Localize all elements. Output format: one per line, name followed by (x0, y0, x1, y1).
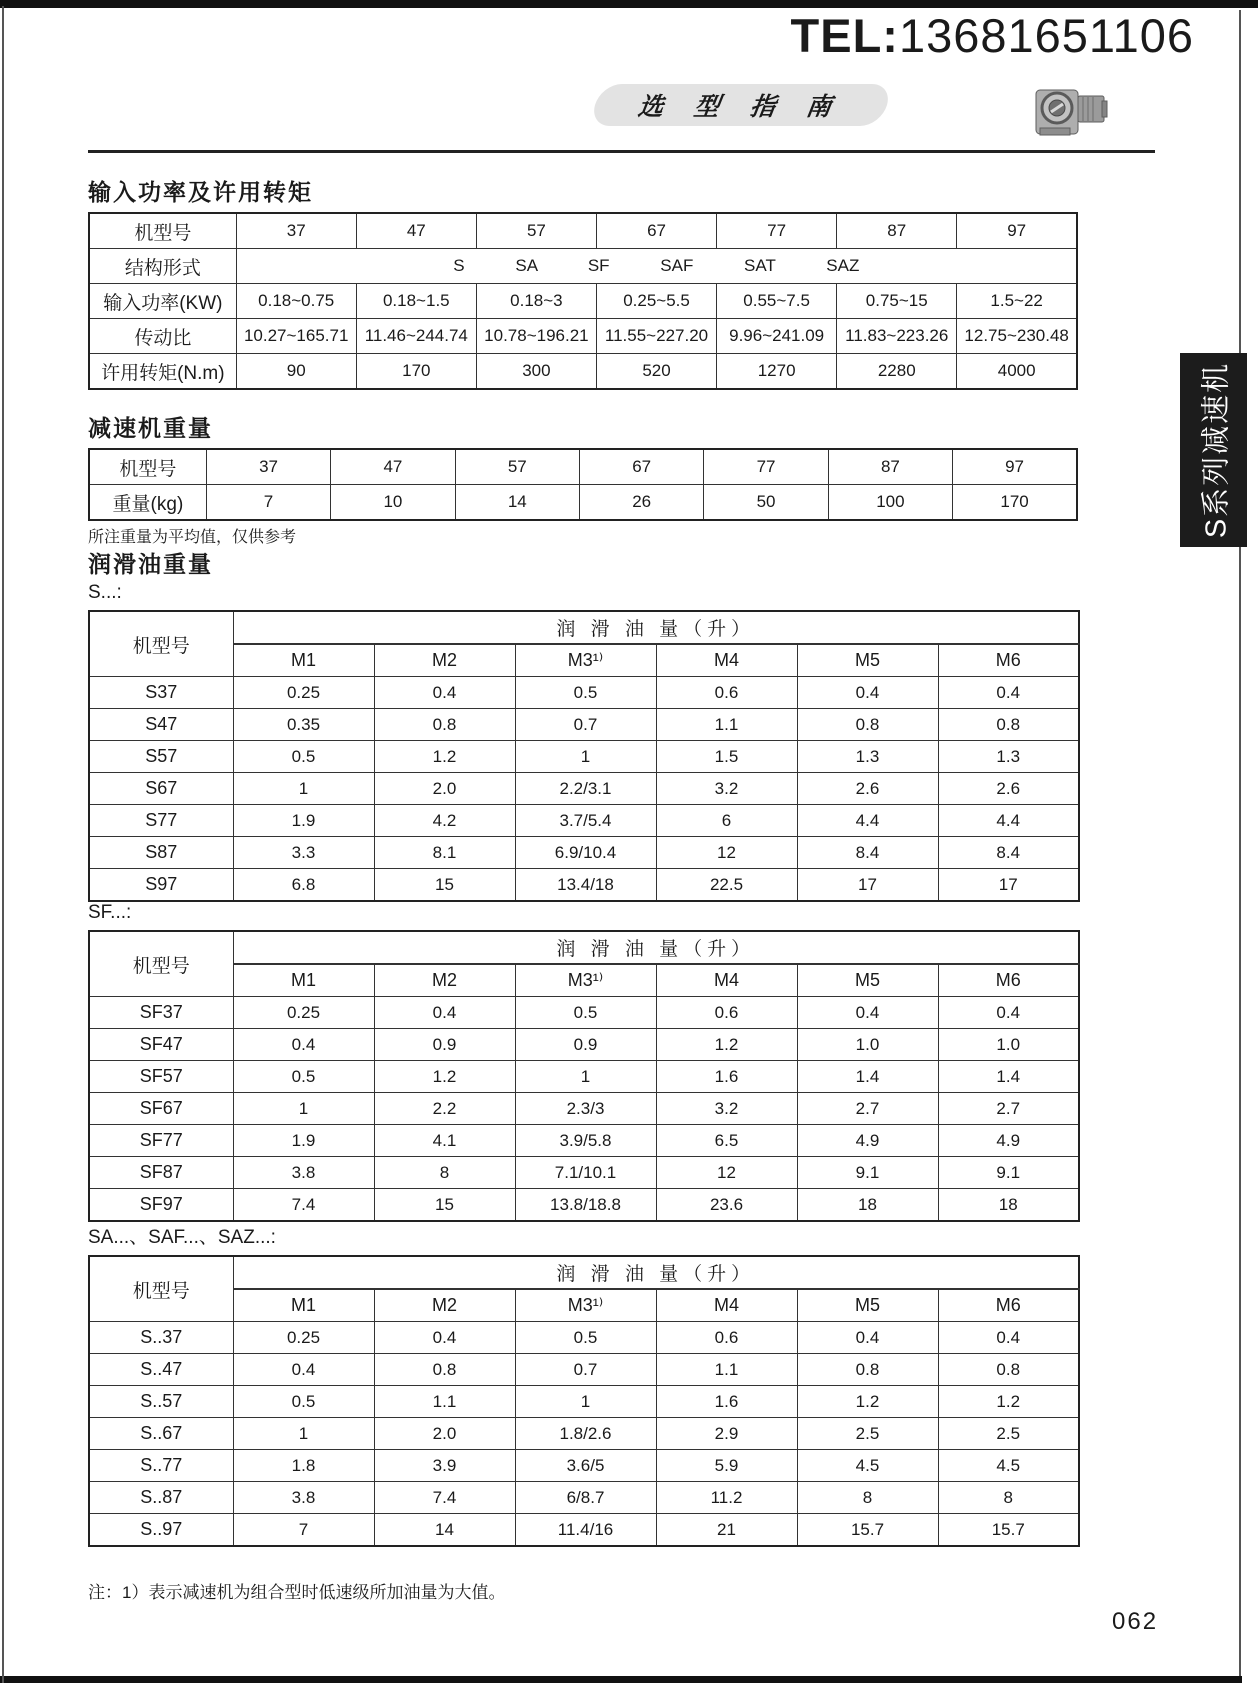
oil-value-cell: 1.2 (797, 1386, 938, 1418)
oil-value-cell: 1.5 (656, 741, 797, 773)
mount-position-cell: M6 (938, 964, 1079, 997)
ratio-label: 传动比 (89, 319, 236, 354)
oil-value-cell: 7.4 (374, 1482, 515, 1514)
ratio-cell: 10.27~165.71 (236, 319, 356, 354)
weight-cell: 50 (704, 485, 828, 521)
oil-value-cell: 1 (233, 773, 374, 805)
oil-model-cell: S..37 (89, 1322, 233, 1354)
oil-data-row (89, 837, 1079, 869)
oil-value-cell: 15.7 (938, 1514, 1079, 1547)
oil-data-row (89, 997, 1079, 1029)
model-cell: 67 (579, 449, 703, 485)
oil-value-cell: 6.9/10.4 (515, 837, 656, 869)
series-side-tab (1180, 353, 1247, 547)
oil-value-cell: 2.5 (938, 1418, 1079, 1450)
oil-value-cell: 1.1 (374, 1386, 515, 1418)
oil-value-cell: 8.4 (797, 837, 938, 869)
model-row (89, 213, 1077, 249)
oil-value-cell: 2.6 (938, 773, 1079, 805)
input-power-label: 输入功率(KW) (89, 284, 236, 319)
oil-value-cell: 1 (515, 741, 656, 773)
oil-model-label: 机型号 (89, 1256, 233, 1322)
oil-value-cell: 1.6 (656, 1386, 797, 1418)
oil-data-row (89, 1322, 1079, 1354)
oil-value-cell: 1.3 (797, 741, 938, 773)
oil-value-cell: 2.2 (374, 1093, 515, 1125)
oil-data-row (89, 1450, 1079, 1482)
weight-row (89, 485, 1077, 521)
oil-table-body (89, 997, 1079, 1222)
oil-value-cell: 0.8 (374, 709, 515, 741)
oil-value-cell: 7 (233, 1514, 374, 1547)
oil-model-cell: S..97 (89, 1514, 233, 1547)
oil-value-cell: 2.0 (374, 773, 515, 805)
oil-value-cell: 0.7 (515, 709, 656, 741)
mount-position-cell: M4 (656, 964, 797, 997)
mount-position-cell: M2 (374, 1289, 515, 1322)
mount-position-cell: M4 (656, 644, 797, 677)
oil-value-cell: 0.8 (374, 1354, 515, 1386)
oil-series-label: SF...: (88, 902, 132, 923)
weight-cell: 100 (828, 485, 952, 521)
mount-position-cell: M5 (797, 1289, 938, 1322)
ratio-cell: 11.46~244.74 (356, 319, 476, 354)
oil-amount-header: 润 滑 油 量（升） (233, 611, 1079, 644)
oil-value-cell: 2.6 (797, 773, 938, 805)
oil-model-cell: SF37 (89, 997, 233, 1029)
model-cell: 87 (828, 449, 952, 485)
oil-model-cell: SF67 (89, 1093, 233, 1125)
page-right-border (1239, 10, 1241, 1676)
oil-value-cell: 1.8 (233, 1450, 374, 1482)
oil-value-cell: 17 (797, 869, 938, 902)
oil-value-cell: 0.9 (515, 1029, 656, 1061)
oil-value-cell: 1.0 (938, 1029, 1079, 1061)
oil-mcol-row (89, 964, 1079, 997)
header-rule (88, 150, 1155, 153)
oil-value-cell: 0.25 (233, 1322, 374, 1354)
oil-value-cell: 1.9 (233, 805, 374, 837)
oil-data-row (89, 805, 1079, 837)
torque-cell: 1270 (717, 354, 837, 390)
banner-title: 选 型 指 南 (636, 93, 846, 121)
oil-data-row (89, 1418, 1079, 1450)
oil-value-cell: 8.1 (374, 837, 515, 869)
oil-data-row (89, 741, 1079, 773)
oil-value-cell: 0.4 (938, 1322, 1079, 1354)
oil-value-cell: 9.1 (797, 1157, 938, 1189)
oil-value-cell: 1.4 (938, 1061, 1079, 1093)
model-cell: 67 (596, 213, 716, 249)
oil-value-cell: 18 (938, 1189, 1079, 1222)
oil-value-cell: 22.5 (656, 869, 797, 902)
oil-value-cell: 0.4 (797, 997, 938, 1029)
model-cell: 57 (455, 449, 579, 485)
oil-data-row (89, 1125, 1079, 1157)
oil-value-cell: 0.4 (797, 1322, 938, 1354)
oil-value-cell: 1.3 (938, 741, 1079, 773)
oil-model-cell: S..87 (89, 1482, 233, 1514)
oil-amount-header: 润 滑 油 量（升） (233, 931, 1079, 964)
model-cell: 97 (957, 213, 1077, 249)
tel-label: TEL: (790, 9, 899, 62)
oil-section (88, 582, 1078, 902)
oil-value-cell: 0.4 (233, 1354, 374, 1386)
tel-header (791, 8, 1194, 63)
oil-value-cell: 12 (656, 837, 797, 869)
model-cell: 97 (953, 449, 1077, 485)
oil-model-cell: S57 (89, 741, 233, 773)
series-side-tab-label: S系列减速机 (1200, 361, 1232, 539)
input-power-cell: 1.5~22 (957, 284, 1077, 319)
oil-value-cell: 4.9 (938, 1125, 1079, 1157)
oil-model-cell: S..67 (89, 1418, 233, 1450)
torque-cell: 520 (596, 354, 716, 390)
oil-series-label: SA...、SAF...、SAZ...: (88, 1227, 276, 1248)
tel-number: 13681651106 (898, 9, 1194, 62)
oil-value-cell: 1 (233, 1093, 374, 1125)
oil-data-row (89, 677, 1079, 709)
oil-data-row (89, 1514, 1079, 1547)
torque-cell: 170 (356, 354, 476, 390)
oil-model-label: 机型号 (89, 931, 233, 997)
oil-data-row (89, 1386, 1079, 1418)
ratio-cell: 10.78~196.21 (476, 319, 596, 354)
oil-model-cell: S37 (89, 677, 233, 709)
oil-model-cell: SF57 (89, 1061, 233, 1093)
oil-value-cell: 4.5 (938, 1450, 1079, 1482)
oil-mcol-row (89, 644, 1079, 677)
ratio-cell: 12.75~230.48 (957, 319, 1077, 354)
oil-value-cell: 5.9 (656, 1450, 797, 1482)
bottom-black-bar (0, 1676, 1242, 1683)
weight-table (88, 448, 1078, 521)
oil-value-cell: 0.4 (938, 997, 1079, 1029)
oil-value-cell: 0.25 (233, 677, 374, 709)
oil-value-cell: 1.2 (374, 1061, 515, 1093)
ratio-cell: 11.83~223.26 (837, 319, 957, 354)
oil-value-cell: 3.9/5.8 (515, 1125, 656, 1157)
oil-data-row (89, 1482, 1079, 1514)
oil-value-cell: 0.4 (233, 1029, 374, 1061)
oil-value-cell: 1.6 (656, 1061, 797, 1093)
oil-value-cell: 13.4/18 (515, 869, 656, 902)
oil-data-row (89, 1354, 1079, 1386)
torque-cell: 4000 (957, 354, 1077, 390)
model-cell: 77 (717, 213, 837, 249)
oil-data-row (89, 869, 1079, 902)
oil-title: 润滑油重量 (88, 551, 213, 577)
oil-model-cell: S67 (89, 773, 233, 805)
weight-cell: 26 (579, 485, 703, 521)
oil-header-row (89, 611, 1079, 644)
model-cell: 47 (356, 213, 476, 249)
oil-value-cell: 4.1 (374, 1125, 515, 1157)
oil-value-cell: 0.5 (233, 741, 374, 773)
oil-value-cell: 8 (797, 1482, 938, 1514)
oil-value-cell: 0.4 (797, 677, 938, 709)
input-power-cell: 0.75~15 (837, 284, 957, 319)
power-torque-table (88, 212, 1078, 390)
oil-value-cell: 8 (938, 1482, 1079, 1514)
oil-value-cell: 0.25 (233, 997, 374, 1029)
oil-value-cell: 2.0 (374, 1418, 515, 1450)
oil-value-cell: 1.9 (233, 1125, 374, 1157)
model-cell: 87 (837, 213, 957, 249)
oil-value-cell: 3.7/5.4 (515, 805, 656, 837)
oil-value-cell: 0.4 (374, 997, 515, 1029)
oil-value-cell: 0.4 (938, 677, 1079, 709)
model-row-label: 机型号 (89, 449, 206, 485)
oil-model-cell: S..77 (89, 1450, 233, 1482)
oil-value-cell: 15 (374, 1189, 515, 1222)
oil-model-label: 机型号 (89, 611, 233, 677)
oil-tables-area (88, 582, 1078, 1547)
oil-value-cell: 14 (374, 1514, 515, 1547)
mount-position-cell: M1 (233, 1289, 374, 1322)
oil-model-cell: S47 (89, 709, 233, 741)
ratio-cell: 11.55~227.20 (596, 319, 716, 354)
oil-value-cell: 0.8 (797, 1354, 938, 1386)
oil-model-cell: S97 (89, 869, 233, 902)
oil-value-cell: 0.5 (515, 677, 656, 709)
oil-value-cell: 0.8 (797, 709, 938, 741)
mount-position-cell: M4 (656, 1289, 797, 1322)
oil-data-row (89, 1093, 1079, 1125)
input-power-cell: 0.25~5.5 (596, 284, 716, 319)
torque-cell: 300 (476, 354, 596, 390)
oil-value-cell: 12 (656, 1157, 797, 1189)
power-torque-title: 输入功率及许用转矩 (88, 179, 313, 205)
mount-position-cell: M6 (938, 1289, 1079, 1322)
oil-value-cell: 23.6 (656, 1189, 797, 1222)
oil-value-cell: 3.2 (656, 1093, 797, 1125)
weight-cell: 14 (455, 485, 579, 521)
page-number: 062 (1112, 1608, 1159, 1635)
oil-value-cell: 0.6 (656, 1322, 797, 1354)
oil-model-cell: SF87 (89, 1157, 233, 1189)
oil-value-cell: 0.8 (938, 1354, 1079, 1386)
oil-value-cell: 1.2 (656, 1029, 797, 1061)
structure-value-cell: S SA SF SAF SAT SAZ (236, 249, 1077, 284)
oil-value-cell: 6.5 (656, 1125, 797, 1157)
oil-model-cell: S87 (89, 837, 233, 869)
mount-position-cell: M1 (233, 964, 374, 997)
torque-label: 许用转矩(N.m) (89, 354, 236, 390)
oil-value-cell: 0.9 (374, 1029, 515, 1061)
oil-value-cell: 2.9 (656, 1418, 797, 1450)
structure-row (89, 249, 1077, 284)
oil-value-cell: 4.4 (797, 805, 938, 837)
oil-series-label: S...: (88, 582, 122, 603)
oil-value-cell: 1.1 (656, 1354, 797, 1386)
oil-value-cell: 18 (797, 1189, 938, 1222)
mount-position-cell: M2 (374, 644, 515, 677)
weight-note: 所注重量为平均值，仅供参考 (88, 529, 297, 546)
model-row (89, 449, 1077, 485)
mount-position-cell: M6 (938, 644, 1079, 677)
ratio-row (89, 319, 1077, 354)
ratio-cell: 9.96~241.09 (717, 319, 837, 354)
oil-data-row (89, 773, 1079, 805)
torque-cell: 2280 (837, 354, 957, 390)
input-power-cell: 0.18~3 (476, 284, 596, 319)
weight-cell: 170 (953, 485, 1077, 521)
oil-value-cell: 0.6 (656, 677, 797, 709)
oil-value-cell: 1 (515, 1386, 656, 1418)
model-cell: 37 (236, 213, 356, 249)
oil-section (88, 902, 1078, 1222)
oil-amount-header: 润 滑 油 量（升） (233, 1256, 1079, 1289)
oil-value-cell: 8.4 (938, 837, 1079, 869)
oil-value-cell: 15 (374, 869, 515, 902)
oil-value-cell: 6 (656, 805, 797, 837)
oil-value-cell: 0.35 (233, 709, 374, 741)
oil-table (88, 930, 1080, 1222)
oil-value-cell: 2.5 (797, 1418, 938, 1450)
oil-value-cell: 2.7 (797, 1093, 938, 1125)
oil-value-cell: 0.5 (515, 1322, 656, 1354)
oil-table-body (89, 1322, 1079, 1547)
oil-value-cell: 8 (374, 1157, 515, 1189)
page-left-border (2, 6, 4, 1683)
model-cell: 47 (331, 449, 455, 485)
weight-title: 减速机重量 (88, 415, 213, 441)
oil-value-cell: 4.2 (374, 805, 515, 837)
oil-value-cell: 9.1 (938, 1157, 1079, 1189)
input-power-row (89, 284, 1077, 319)
oil-value-cell: 3.8 (233, 1157, 374, 1189)
oil-value-cell: 1 (233, 1418, 374, 1450)
oil-model-cell: SF77 (89, 1125, 233, 1157)
mount-position-cell: M5 (797, 964, 938, 997)
oil-value-cell: 6/8.7 (515, 1482, 656, 1514)
oil-value-cell: 0.5 (515, 997, 656, 1029)
model-cell: 57 (476, 213, 596, 249)
oil-value-cell: 0.4 (374, 677, 515, 709)
oil-value-cell: 0.4 (374, 1322, 515, 1354)
model-row-label: 机型号 (89, 213, 236, 249)
mount-position-cell: M3¹⁾ (515, 964, 656, 997)
oil-value-cell: 4.5 (797, 1450, 938, 1482)
oil-value-cell: 2.7 (938, 1093, 1079, 1125)
oil-value-cell: 1.8/2.6 (515, 1418, 656, 1450)
oil-value-cell: 0.6 (656, 997, 797, 1029)
structure-row-label: 结构形式 (89, 249, 236, 284)
oil-model-cell: S77 (89, 805, 233, 837)
mount-position-cell: M3¹⁾ (515, 644, 656, 677)
oil-model-cell: SF47 (89, 1029, 233, 1061)
oil-table (88, 1255, 1080, 1547)
oil-value-cell: 4.9 (797, 1125, 938, 1157)
oil-value-cell: 0.5 (233, 1061, 374, 1093)
oil-value-cell: 11.4/16 (515, 1514, 656, 1547)
oil-data-row (89, 1157, 1079, 1189)
oil-value-cell: 6.8 (233, 869, 374, 902)
oil-table-body (89, 677, 1079, 902)
oil-section (88, 1222, 1078, 1547)
oil-model-cell: SF97 (89, 1189, 233, 1222)
weight-row-label: 重量(kg) (89, 485, 206, 521)
oil-value-cell: 3.3 (233, 837, 374, 869)
oil-model-cell: S..47 (89, 1354, 233, 1386)
oil-value-cell: 1.4 (797, 1061, 938, 1093)
section-banner (589, 84, 893, 126)
input-power-cell: 0.18~0.75 (236, 284, 356, 319)
torque-cell: 90 (236, 354, 356, 390)
oil-value-cell: 1.2 (374, 741, 515, 773)
oil-value-cell: 3.8 (233, 1482, 374, 1514)
mount-position-cell: M3¹⁾ (515, 1289, 656, 1322)
oil-footnote: 注：1）表示减速机为组合型时低速级所加油量为大值。 (88, 1583, 506, 1602)
weight-cell: 10 (331, 485, 455, 521)
oil-data-row (89, 709, 1079, 741)
mount-position-cell: M1 (233, 644, 374, 677)
oil-value-cell: 0.7 (515, 1354, 656, 1386)
model-cell: 77 (704, 449, 828, 485)
oil-data-row (89, 1189, 1079, 1222)
oil-value-cell: 21 (656, 1514, 797, 1547)
input-power-cell: 0.55~7.5 (717, 284, 837, 319)
oil-value-cell: 7.1/10.1 (515, 1157, 656, 1189)
oil-value-cell: 0.8 (938, 709, 1079, 741)
model-cell: 37 (206, 449, 330, 485)
weight-cell: 7 (206, 485, 330, 521)
oil-value-cell: 2.2/3.1 (515, 773, 656, 805)
torque-row (89, 354, 1077, 390)
oil-value-cell: 0.5 (233, 1386, 374, 1418)
input-power-cell: 0.18~1.5 (356, 284, 476, 319)
oil-data-row (89, 1061, 1079, 1093)
oil-value-cell: 17 (938, 869, 1079, 902)
oil-model-cell: S..57 (89, 1386, 233, 1418)
oil-value-cell: 2.3/3 (515, 1093, 656, 1125)
oil-value-cell: 13.8/18.8 (515, 1189, 656, 1222)
oil-value-cell: 3.2 (656, 773, 797, 805)
gearmotor-image (1032, 84, 1108, 140)
oil-header-row (89, 931, 1079, 964)
oil-value-cell: 11.2 (656, 1482, 797, 1514)
oil-mcol-row (89, 1289, 1079, 1322)
oil-value-cell: 1.0 (797, 1029, 938, 1061)
oil-value-cell: 3.9 (374, 1450, 515, 1482)
oil-data-row (89, 1029, 1079, 1061)
oil-table (88, 610, 1080, 902)
oil-value-cell: 3.6/5 (515, 1450, 656, 1482)
oil-value-cell: 1.2 (938, 1386, 1079, 1418)
oil-value-cell: 7.4 (233, 1189, 374, 1222)
oil-value-cell: 4.4 (938, 805, 1079, 837)
oil-value-cell: 1 (515, 1061, 656, 1093)
oil-header-row (89, 1256, 1079, 1289)
mount-position-cell: M5 (797, 644, 938, 677)
mount-position-cell: M2 (374, 964, 515, 997)
oil-value-cell: 15.7 (797, 1514, 938, 1547)
top-black-bar (0, 0, 1258, 8)
oil-value-cell: 1.1 (656, 709, 797, 741)
